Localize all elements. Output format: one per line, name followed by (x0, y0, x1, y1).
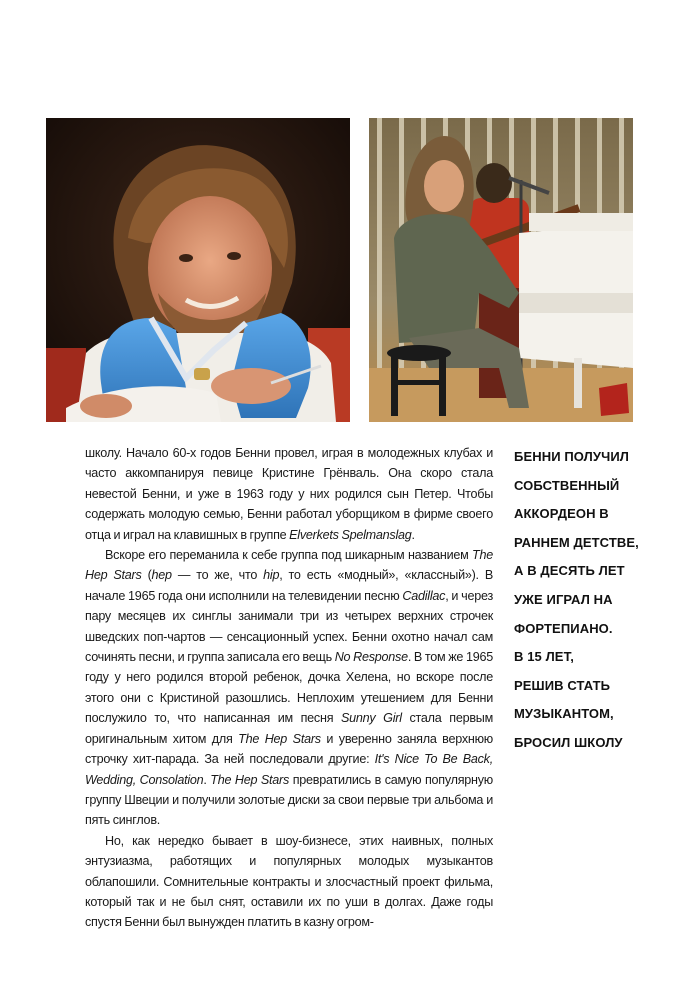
pull-quote-line: РАННЕМ ДЕТСТВЕ, (514, 534, 639, 550)
photo-portrait (46, 118, 350, 422)
pull-quote-line: БРОСИЛ ШКОЛУ (514, 734, 623, 750)
article-body (85, 443, 493, 933)
photo-stage (369, 118, 633, 422)
p2-seg-c: — то же, что (171, 568, 264, 583)
word-hep: hep (151, 568, 172, 583)
song-no-response: No Response (334, 650, 408, 665)
band-name-elverkets: Elverkets Spelmanslag (289, 527, 412, 542)
p2-seg-e: , и через пару месяцев их синглы занимали три из четырех верхних строчек шведских поп-чартов — сенсационный успех. Бенни охотно начал сам сочинять песни, и группа записала его вещь (85, 588, 493, 665)
paragraph-2 (85, 545, 493, 831)
p2-seg-d: , то есть «модный», «классный»). В начале 1965 года они исполнили на телевидении песню (85, 568, 493, 603)
pull-quote (514, 443, 654, 758)
band-name-hep-stars: The Hep Stars (85, 548, 493, 583)
song-cadillac: Cadillac (402, 588, 446, 603)
pull-quote-line: УЖЕ ИГРАЛ НА (514, 591, 613, 607)
p2-seg-j: превратились в самую популярную группу Швеции и получили золотые диски за свои первые три альбома и пять синглов. (85, 772, 493, 828)
song-list: It's Nice To Be Back, Wedding, Consolation (85, 752, 493, 787)
pull-quote-line: А В ДЕСЯТЬ ЛЕТ (514, 563, 625, 579)
paragraph-1-text: школу. Начало 60-х годов Бенни провел, играя в молодежных клубах и часто аккомпанируя певице Кристине Грёнваль. Она скоро стала невестой Бенни, и уже в 1963 году у них родился сын Петер. Чтобы содержать молодую семью, Бенни работал уборщиком в фирме своего отца и играл на клавишных в группе (85, 446, 493, 542)
word-hip: hip (263, 568, 280, 583)
band-name-hep-stars-2: The Hep Stars (238, 731, 321, 746)
pull-quote-line: РЕШИВ СТАТЬ (514, 677, 611, 693)
paragraph-3: Но, как нередко бывает в шоу-бизнесе, этих наивных, полных энтузиазма, работящих и популярных молодых музыкантов облапошили. Сомнительные контракты и злосчастный проект фильма, который так и не был снят, оставили их по уши в долгах. Даже годы спустя Бенни был вынужден платить в казну огром- (85, 833, 493, 930)
pull-quote-line: БЕННИ ПОЛУЧИЛ (514, 449, 629, 464)
pull-quote-line: МУЗЫКАНТОМ, (514, 706, 614, 722)
p2-seg-b: ( (141, 568, 152, 583)
band-name-hep-stars-3: The Hep Stars (210, 772, 290, 787)
p2-seg-f: . В том же 1965 году у него родился второй ребенок, дочка Хелена, но вскоре после этого они с Кристиной разошлись. Неплохим утешением для Бенни послужило то, что написанная им песня (85, 650, 493, 726)
song-sunny-girl: Sunny Girl (341, 711, 402, 726)
paragraph-1 (85, 443, 493, 545)
pull-quote-line: ФОРТЕПИАНО. (514, 620, 613, 636)
pull-quote-line: В 15 ЛЕТ, (514, 649, 575, 665)
paragraph-1-end: . (411, 527, 415, 542)
p2-seg-g: стала первым оригинальным хитом для (85, 711, 493, 746)
p2-seg-h: и уверенно заняла верхнюю строчку хит-парада. За ней последовали другие: (85, 731, 493, 767)
pull-quote-line: СОБСТВЕННЫЙ (514, 477, 620, 493)
p2-seg-a: Вскоре его переманила к себе группа под шикарным названием (105, 548, 473, 563)
p2-seg-i: . (203, 772, 211, 787)
pull-quote-line: АККОРДЕОН В (514, 506, 609, 522)
